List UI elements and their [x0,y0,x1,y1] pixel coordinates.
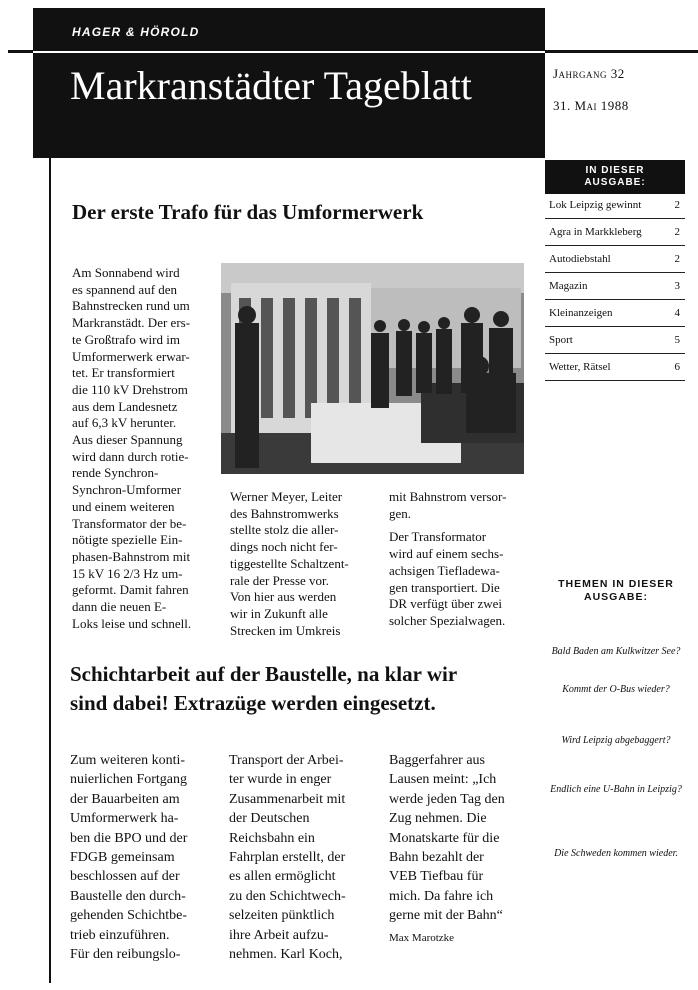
text-line: und einem weiteren [72,498,175,514]
contents-item[interactable] [545,273,685,300]
text-line: rale der Presse vor. [230,572,329,588]
text-line: achsigen Tiefladewa- [389,562,500,578]
text-line: der Deutschen [229,811,310,827]
text-line: dann die neuen E- [72,599,167,615]
text-line: gehenden Schichtbe- [70,908,188,924]
masthead-rule-inner [33,51,545,53]
article2-column3 [389,751,529,926]
text-line: aus dem Landesnetz [72,398,178,414]
contents-item-page: 6 [674,361,680,373]
text-line: Strecken im Umkreis [230,622,341,638]
text-line: Bahnstrecken rund um [72,298,190,314]
contents-item[interactable] [545,354,685,381]
text-line: Zusammenarbeit mit [229,791,346,807]
text-line: nehmen. Karl Koch, [229,947,343,963]
issue-date: 31. Mai 1988 [553,98,629,113]
text-line: 15 kV 16 2/3 Hz um- [72,565,183,581]
article-headline: Der erste Trafo für das Umformerwerk [72,200,424,224]
text-line: Markranstädt. Der ers- [72,315,191,331]
text-line: mit Bahnstrom versor- [389,489,507,504]
text-line: mich. Da fahre ich [389,888,494,904]
article1-column3 [389,489,524,630]
article1-column1 [72,265,206,632]
text-line: Umformerwerk ha- [70,811,179,827]
text-line: der Bauarbeiten am [70,791,180,807]
text-line: gen transportiert. Die [389,579,500,595]
text-line: Synchron-Umformer [72,482,182,498]
theme-item[interactable]: Bald Baden am Kulkwitzer See? [551,646,681,657]
text-line: trieb einzuführen. [70,927,170,943]
contents-item[interactable] [545,246,685,273]
contents-header-line1: IN DIESER [585,165,645,176]
contents-item[interactable] [545,192,685,219]
text-line: ben die BPO und der [70,830,188,846]
text-line: Baggerfahrer aus [389,753,486,768]
article1-column2 [230,489,378,639]
text-line: zu den Schichtwech- [229,888,346,904]
text-line: die 110 kV Drehstrom [72,381,188,397]
text-line: nötigte spezielle Ein- [72,532,183,548]
text-line: gen. [389,505,412,521]
publisher-name: HAGER & HÖROLD [72,25,200,39]
text-line: stellte stolz die aller- [230,522,339,538]
text-line: Der Transformator [389,529,487,545]
text-line: es allen ermöglicht [229,869,336,885]
article2-headline [70,660,540,718]
contents-item[interactable] [545,219,685,246]
text-line: Reichsbahn ein [229,830,315,846]
article-photo [221,263,524,474]
text-line: Transport der Arbei- [229,753,344,768]
contents-item-label: Autodiebstahl [549,253,611,265]
text-line: werde jeden Tag den [389,791,505,807]
text-line: es spannend auf den [72,281,178,297]
text-line: solcher Spezialwagen. [389,612,506,628]
text-line: selzeiten pünktlich [229,908,335,924]
contents-item-label: Sport [549,334,573,346]
text-line: rende Synchron- [72,465,159,481]
text-line: Fahrplan erstellt, der [229,850,346,866]
text-line: gerne mit der Bahn“ [389,908,503,924]
theme-item[interactable]: Endlich eine U-Bahn in Leipzig? [550,784,682,795]
text-line: Werner Meyer, Leiter [230,489,343,504]
text-line: tiggestellte Schaltzent- [230,555,349,571]
text-line: wird auf einem sechs- [389,546,504,562]
headline-line: sind dabei! Extrazüge werden eingesetzt. [70,691,436,715]
text-line: Von hier aus werden [230,589,337,605]
contents-item-page: 2 [674,253,680,265]
text-line: Zug nehmen. Die [389,811,487,827]
contents-item[interactable] [545,327,685,354]
text-line: Zum weiteren konti- [70,753,186,768]
text-line: phasen-Bahnstrom mit [72,548,191,564]
contents-item-label: Kleinanzeigen [549,307,613,319]
text-line: ihre Arbeit aufzu- [229,927,329,943]
text-line: Bahn bezahlt der [389,850,484,866]
themes-header-line2: AUSGABE: [583,591,648,603]
contents-item-page: 3 [674,280,680,292]
text-line: auf 6,3 kV herunter. [72,415,177,431]
contents-item-page: 5 [674,334,680,346]
theme-item[interactable]: Wird Leipzig abgebaggert? [561,735,671,746]
text-line: Baustelle den durch- [70,888,186,904]
author-signature: Max Marotzke [389,932,455,944]
text-line: Monatskarte für die [389,830,500,846]
text-line: tet. Er transformiert [72,365,175,381]
text-line: DR verfügt über zwei [389,596,502,612]
text-line: nuierlichen Fortgang [70,772,188,788]
newspaper-title: Markranstädter Tageblatt [70,63,472,108]
text-line: Umformerwerk erwar- [72,348,190,364]
text-line: Loks leise und schnell. [72,615,192,631]
contents-item-label: Wetter, Rätsel [549,361,611,373]
text-line: FDGB gemeinsam [70,850,175,866]
text-line: beschlossen auf der [70,869,180,885]
contents-header [545,160,685,194]
volume-label: Jahrgang 32 [553,66,625,81]
text-line: geformt. Damit fahren [72,582,189,598]
theme-item[interactable]: Die Schweden kommen wieder. [554,848,678,859]
contents-item-label: Agra in Markkleberg [549,226,642,238]
text-line: Für den reibungslo- [70,947,181,963]
text-line: wird dann durch rotie- [72,448,189,464]
text-line: Am Sonnabend wird [72,265,180,280]
text-line: Aus dieser Spannung [72,432,183,448]
text-line: Lausen meint: „Ich [389,772,497,788]
text-line: wir in Zukunft alle [230,605,328,621]
contents-item-label: Magazin [549,280,588,292]
contents-header-line2: AUSGABE: [584,177,646,188]
contents-item-label: Lok Leipzig gewinnt [549,199,642,211]
contents-item-page: 4 [674,307,680,319]
contents-item-page: 2 [674,199,680,211]
themes-header-line1: THEMEN IN DIESER [558,578,674,590]
text-line: dings noch nicht fer- [230,539,338,555]
text-line: Transformator der be- [72,515,187,531]
text-line: des Bahnstromwerks [230,505,339,521]
margin-rule [49,158,51,983]
control-room-photo [221,263,524,474]
headline-line: Schichtarbeit auf der Baustelle, na klar wir [70,662,458,686]
article2-column2 [229,751,369,964]
contents-item-page: 2 [674,226,680,238]
contents-item[interactable] [545,300,685,327]
text-line: te Großtrafo wird im [72,331,180,347]
article2-column1 [70,751,210,964]
themes-header [546,578,686,604]
text-line: VEB Tiefbau für [389,869,484,885]
theme-item[interactable]: Kommt der O-Bus wieder? [562,684,670,695]
text-line: ter wurde in enger [229,772,332,788]
